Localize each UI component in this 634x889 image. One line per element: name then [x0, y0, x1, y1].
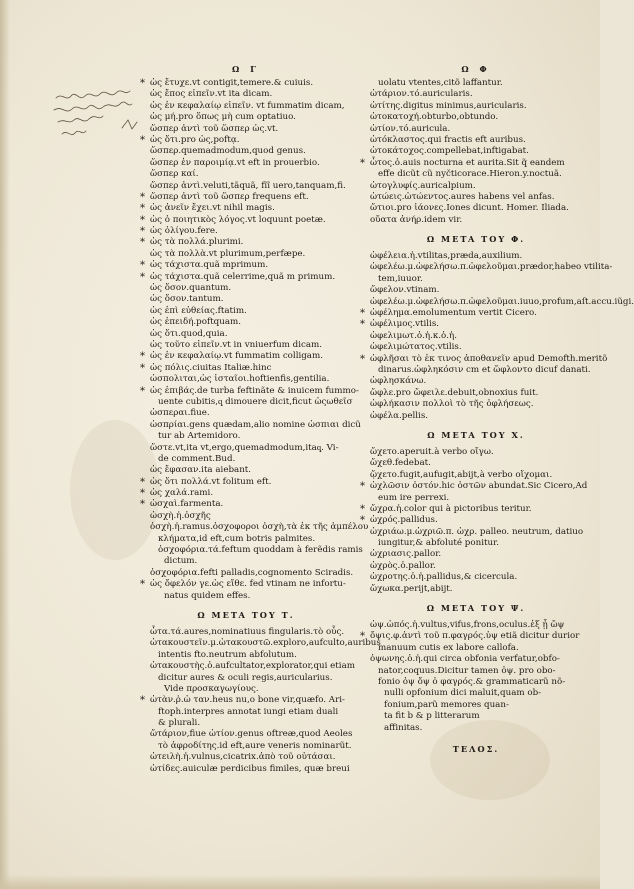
entry-line: manuum cutis ex labore callofa. — [378, 642, 519, 653]
starred-entry-line: * ὡς ἐν κεφαλαίῳ.vt fummatim colligam. — [150, 351, 342, 362]
entry-line: ὡς τοῦτο εἰπεῖν.vt in vniuerfum dicam. — [150, 339, 323, 350]
starred-entry-line: * ὡς χαλά.rami. — [150, 488, 342, 499]
starred-entry-line: * ὦτος.ὁ.auis nocturna et aurita.Sit q̃ eandem — [370, 158, 582, 169]
entry-line: ὡσπρίαι.gens quædam,alio nomine ὡσπιαι dicũ — [150, 419, 361, 430]
entry-line: ὡς ἐπειδή.poftquam. — [150, 317, 242, 328]
entry-line: ὠφελέω.μ.ὠφελήσω.π.ὠφελοῦμαι.prædor,habeo vtilita- — [370, 262, 613, 273]
entry-line: ὠχροτης.ὁ.ἡ.pallidus,& cicercula. — [370, 572, 518, 583]
entry-line: ὦτα.τά.aures,nominatiuus fingularis.τὸ οὖς. — [150, 626, 345, 637]
entry-line: ὤτιοι.pro ἰάονες.Iones dicunt. Homer. Iliada. — [370, 203, 569, 214]
starred-entry-line: * ὄψις.φ.ἀντὶ τοῦ π.φαγρός.ὑψ etiã dicitur durior — [370, 631, 582, 642]
entry-line: ὠτοκατοχή.obturbo,obtundo. — [370, 112, 499, 123]
entry-line: ὠτίδες.auiculæ perdicibus fimiles, quæ breui — [150, 763, 350, 774]
entry-line: intentis fto.neutrum abfolutum. — [158, 649, 297, 660]
entry-line: uente cubitis,qͅ dimouere dicit,ficut ὡςωθεῖσ — [158, 396, 353, 407]
entry-line: ὠψ.ὠπός.ἡ.vultus,vifus,frons,oculus.ἐξ ᾗ ὤψ — [370, 620, 565, 631]
entry-line: ὠφελιμώτατος.vtilis. — [370, 342, 462, 353]
entry-line: ὤχωκα.perijt,abijt. — [370, 583, 453, 594]
starred-entry-line: * ὡς ἐπιβάς.de turba feftinãte & inuicem fummo- — [150, 386, 342, 397]
entry-line: tur ab Artemidoro. — [158, 431, 241, 442]
entry-line: ὡσπεραι.fiue. — [150, 408, 210, 419]
entry-line: ᾤχετο.fugit,aufugit,abijt,à verbo οἴχομαι. — [370, 469, 553, 480]
entry-line: ὠφέλα.pellis. — [370, 410, 429, 421]
entry-line: ὠχρὸς.ὁ.pallor. — [370, 560, 436, 571]
entry-line: ὠτάριον.τό.auricularis. — [370, 89, 473, 100]
entry-line: ὥσπερ ἀντὶ τοῦ ὥσπερ ὡς.vt. — [150, 123, 279, 134]
entry-line: ὀσχοφόρια.τά.feftum quoddam à ferẽdis ramis — [158, 545, 363, 556]
entry-line: ὥσπερ ἐν παροιμίᾳ.vt eft in prouerbio. — [150, 157, 320, 168]
starred-entry-line: * ὡς τὰ πολλά.plurimi. — [150, 237, 342, 248]
entry-line: ta fit b & p litterarum — [384, 711, 480, 722]
entries-block — [370, 78, 582, 226]
entries-block — [370, 251, 634, 422]
entry-line: ὥστε.vt,ita vt,ergo,quemadmodum,itaqͅ. Vi- — [150, 442, 339, 453]
entry-line: ὡς ἐπὶ εὐθείας.ftatim. — [150, 305, 247, 316]
entry-line: affinitas. — [384, 722, 423, 733]
running-header: Ω Γ — [232, 64, 260, 74]
starred-entry-line: * ὥσπερ ἀντὶ τοῦ ὥσπερ frequens eft. — [150, 192, 342, 203]
entry-line: ὡσπολιται,ὡς ἰσταῖοι.hoftienfis,gentilia. — [150, 374, 330, 385]
entry-line: Vide προσκαγωγίους. — [164, 683, 259, 694]
starred-entry-line: * ὠφέλημα.emolumentum vertit Cicero. — [370, 308, 582, 319]
entry-line: ὤφλε.pro ὤφειλε.debuit,obnoxius fuit. — [370, 387, 539, 398]
entry-line: ὤφελον.vtinam. — [370, 285, 440, 296]
entries-block — [150, 626, 381, 775]
entry-line: ὠτειλὴ.ἡ.vulnus,cicatrix.ἀπὸ τοῦ οὐτάσαι. — [150, 752, 336, 763]
entry-line: ὤτάριον,fiue ὠτίον.genus oftreæ,quod Aeoles — [150, 729, 353, 740]
entry-line: eum ire perrexi. — [378, 492, 450, 503]
colophon-telos: ΤΕΛΟΣ. — [452, 743, 500, 754]
entry-line: ὠχριάω.μ.ὠχριῶ.π. ὠχρ. palleo. neutrum, datiuo — [370, 526, 584, 537]
entry-line: τὸ ἀφροδίτης.id eft,aure veneris nominarũt. — [158, 740, 352, 751]
entry-line: ὠσχὴ.ἡ.ὀσχῆς — [150, 510, 211, 521]
entry-line: tem,iuuor. — [378, 273, 423, 284]
left-column — [150, 64, 381, 775]
entry-line: ὠτώεις.ὠτώεντος.aures habens vel anfas. — [370, 191, 555, 202]
starred-entry-line: * ὡς τάχιστα.quã celerrime,quã m primum. — [150, 272, 342, 283]
entries-block — [370, 620, 582, 734]
entry-line: ὀσχοφόρια.fefti palladis,cognomento Sciradis. — [150, 567, 354, 578]
entry-line: ὠφλησκάνω. — [370, 376, 427, 387]
running-header: Ω Φ — [461, 64, 491, 74]
entry-line: ὡς ἐν κεφαλαίῳ εἰπεῖν. vt fummatim dicam, — [150, 100, 345, 111]
entry-line: ὠφελιμωτ.ὁ.ἡ.κ.ὁ.ἡ. — [370, 330, 457, 341]
section-heading: Ω META TOY Ψ. — [426, 603, 526, 614]
starred-entry-line: * ὡς ὅτι πολλά.vt folitum eft. — [150, 477, 342, 488]
entries-block — [370, 446, 588, 595]
entry-line: ὀψωνης.ὁ.ἡ.qui circa obfonia verfatur,obfo- — [370, 654, 560, 665]
entry-line: κλήματα,id eft,cum botris palmites. — [158, 533, 316, 544]
entry-line: ὀσχὴ.ἡ.ramus.ὀσχοφοροι ὀσχὴ,τὰ ἐκ τῆς ἀμπέλου — [150, 522, 369, 533]
entry-line: & plurali. — [158, 718, 201, 729]
entry-line: ὠτίτης.digitus minimus,auricularis. — [370, 100, 527, 111]
entry-line: ὠφέλεια.ἡ.vtilitas,præda,auxilium. — [370, 251, 523, 262]
entry-line: nator,coquus.Dicitur tamen ὀψ. pro obo- — [378, 665, 556, 676]
starred-entry-line: * ὠτὰν.ῥ.ὠ ταν.heus nu,o bone vir,quæfo. Ari- — [150, 695, 342, 706]
entry-line: ὤχεθ.fedebat. — [370, 458, 431, 469]
entry-line: de comment.Bud. — [158, 453, 236, 464]
entry-line: ὤχετο.aperuit.à verbo οἴγω. — [370, 446, 494, 457]
entry-line: dictum. — [164, 556, 198, 567]
entry-line: ὠτακουστὴς.ὁ.aufcultator,explorator,qui etiam — [150, 661, 355, 672]
entry-line: ὠτακουστεῖν.μ.ὠτακουστῶ.exploro,aufculto,auribus — [150, 638, 381, 649]
starred-entry-line: * ὡσχαὶ.farmenta. — [150, 499, 342, 510]
entry-line: iungitur,& abfoluté ponitur. — [378, 538, 500, 549]
entry-line: ὡς ὅτι.quod,quia. — [150, 328, 228, 339]
entry-line: uolatu vtentes,citõ laffantur. — [378, 78, 503, 88]
entry-line: ὠφελέω.μ.ὠφελήσω.π.ὠφελοῦμαι.iuuo,profum,aſt.accu.iũgi. — [370, 296, 634, 307]
entry-line: ὡς ὅσον.tantum. — [150, 294, 224, 305]
starred-entry-line: * ὡς ἀνεῖν ἔχει.vt nihil magis. — [150, 203, 342, 214]
entry-line: ὠτοκάτοχος.compellebat,inftigabat. — [370, 146, 529, 157]
entry-line: nulli opfonium dici maluit,quam ob- — [384, 688, 542, 699]
section-heading: Ω META TOY Φ. — [426, 234, 526, 245]
entry-line: dinarus.ὠφληκόσιν cm et ὤφλοντο dicuf danati. — [378, 364, 591, 375]
starred-entry-line: * ὡς ὄφελόν γε.ὡς εἴθε. fed vtinam ne infortu- — [150, 579, 342, 590]
entry-line: ὡς ὅσον.quantum. — [150, 283, 232, 294]
entry-line: ftoph.interpres annotat iungi etiam duali — [158, 706, 339, 717]
entry-line: ὠφλήκασιν πολλοὶ τὸ τῆς ὀφλήσεως. — [370, 399, 534, 410]
starred-entry-line: * ὡς τάχιστα.quã mprimum. — [150, 260, 342, 271]
entry-line: οὔατα ἀνήρ.idem vir. — [370, 214, 463, 225]
entries-block — [150, 78, 369, 602]
starred-entry-line: * ὡς ὁ ποιητικὸς λόγος.vt loquunt poetæ. — [150, 215, 342, 226]
entry-line: natus quidem effes. — [164, 590, 251, 601]
section-heading: Ω META TOY Τ. — [197, 609, 295, 620]
paper-stain — [70, 420, 160, 560]
section-heading: Ω META TOY Χ. — [427, 429, 525, 440]
entry-line: fonio ὀψ ὄψ ὁ φαγρός.& grammaticarũ nõ- — [378, 676, 566, 687]
entry-line: ὥσπερ ἀντὶ.veluti,tãquã, fĩĩ uero,tanquam,fi. — [150, 180, 346, 191]
entry-line: ὡς ἔφασαν.ita aiebant. — [150, 465, 252, 476]
entry-line: ὥσπερ.quemadmodum,quod genus. — [150, 146, 306, 157]
entry-line: ὠτίον.τό.auricula. — [370, 123, 451, 134]
entry-line: ὡς ἔπος εἰπεῖν.vt ita dicam. — [150, 89, 273, 100]
starred-entry-line: * ὡς ὀλίγου.fere. — [150, 226, 342, 237]
starred-entry-line: * ὡς ἔτυχε.vt contigit,temere.& cuiuis. — [150, 78, 342, 89]
entry-line: ὠτογλυφίς.auricalpium. — [370, 180, 476, 191]
entry-line: ὡς μή.pro ὅπως μὴ cum optatiuo. — [150, 112, 296, 123]
right-column — [370, 64, 634, 761]
entry-line: ὡς τὰ πολλὰ.vt plurimum,perfæpe. — [150, 248, 306, 259]
starred-entry-line: * ὠχλῶσιν ὀστόν.hic ὀστῶν abundat.Sic Cicero,Ad — [370, 481, 582, 492]
starred-entry-line: * ὡς πόλις.ciuitas Italiæ.hinc — [150, 363, 342, 374]
entry-line: ὥσπερ καί. — [150, 169, 199, 180]
starred-entry-line: * ὡς ὅτι.pro ὡς,poftᾳ. — [150, 135, 342, 146]
entry-line: dicitur aures & oculi regis,auricularius. — [158, 672, 333, 683]
starred-entry-line: * ὠχρός.pallidus. — [370, 515, 582, 526]
entry-line: effe dicũt cũ nyčticorace.Hieron.y.noctuã. — [378, 169, 562, 180]
starred-entry-line: * ὠφλῆσαι τὸ ἐκ τινος ἀποθανεῖν apud Demofth.meritõ — [370, 354, 582, 365]
entry-line: fonium,parũ memores quan- — [384, 699, 509, 710]
entry-line: ὠτόκλαστος.qui fractis eft auribus. — [370, 134, 526, 145]
entry-line: ὠχριασις.pallor. — [370, 549, 442, 560]
starred-entry-line: * ὠφέλιμος.vtilis. — [370, 319, 582, 330]
starred-entry-line: * ὤχρα.ἡ.color qui à pictoribus teritur. — [370, 504, 582, 515]
